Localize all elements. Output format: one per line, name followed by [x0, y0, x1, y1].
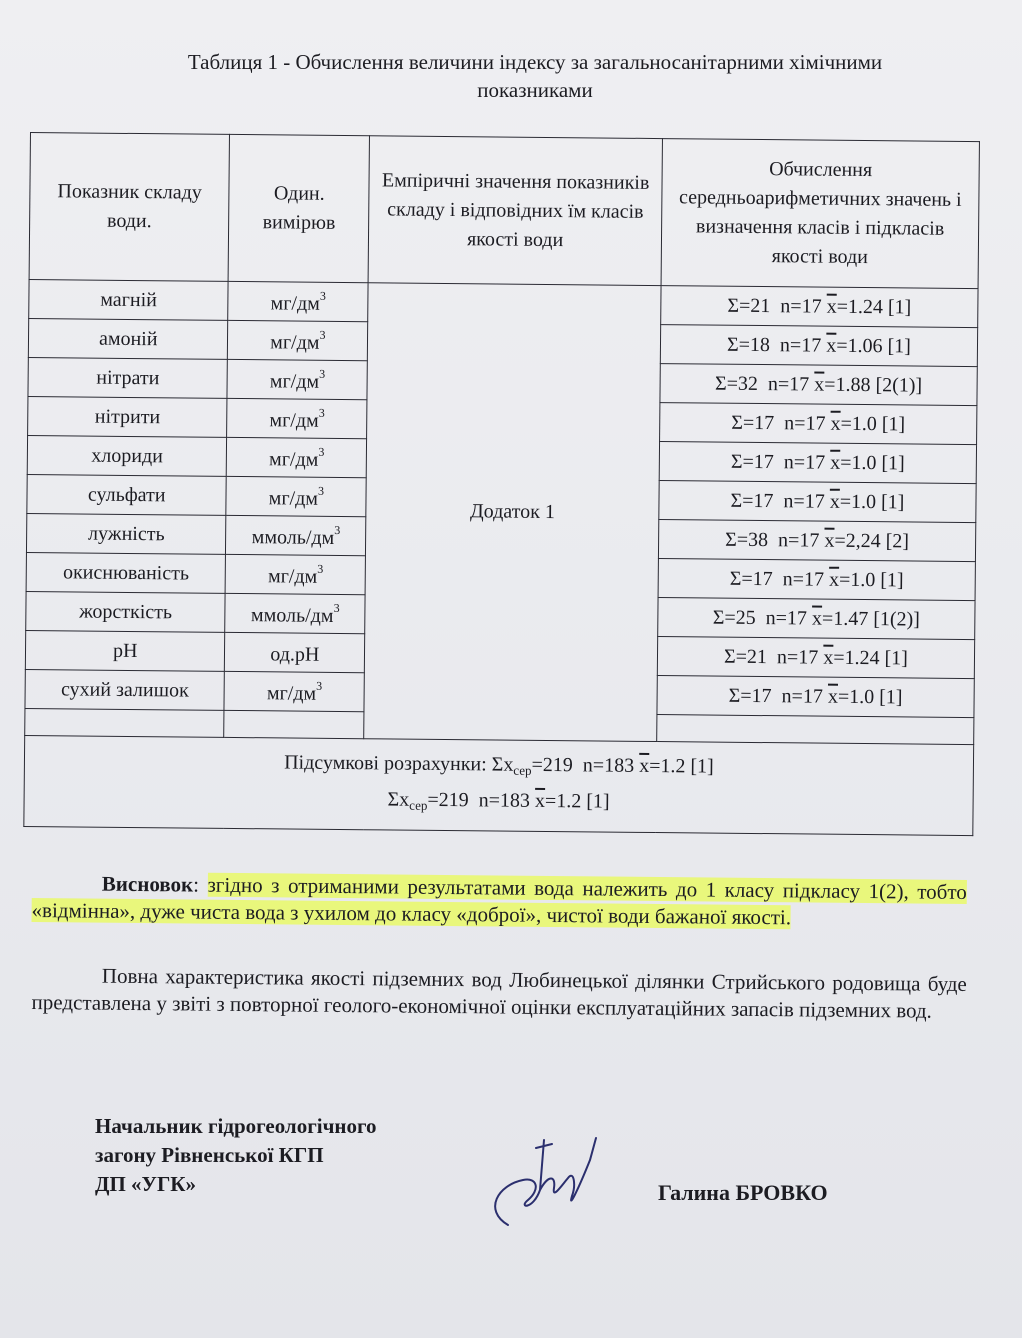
indicator-name: нітрити — [28, 396, 228, 437]
indicator-name: нітрати — [28, 357, 228, 398]
indicator-name: pH — [25, 630, 225, 671]
signatory-name: Галина БРОВКО — [658, 1180, 828, 1205]
signatory-position: Начальник гідрогеологічного загону Рівненської КГП ДП «УГК» — [95, 1114, 377, 1196]
indicator-name: сульфати — [27, 474, 227, 515]
indicator-unit: $мг/дм^3$ — [227, 359, 367, 399]
indicator-unit: $мг/дм^3$ — [227, 398, 367, 438]
highlighted-conclusion: згідно з отриманими результатами вода належить до 1 класу підкласу 1(2), тобто «відмінна», дуже чиста вода з ухилом до класу «доброї», чистої води бажаної якості. — [31, 872, 967, 930]
indicator-unit: $мг/дм^3$ — [226, 476, 366, 516]
calculation-cell: Σ=38 n=17 $\overline{x}=2,24$ [2] — [658, 520, 975, 562]
indicator-name: лужність — [26, 513, 226, 554]
calculation-cell: Σ=17 n=17 $\overline{x}=1.0$ [1] — [659, 481, 976, 523]
indicator-unit: $мг/дм^3$ — [228, 281, 368, 321]
indicator-name: магній — [29, 279, 229, 320]
calculation-cell: Σ=25 n=17 $\overline{x}=1.47$ [1(2)] — [658, 598, 975, 640]
calculation-cell: Σ=17 n=17 $\overline{x}=1.0$ [1] — [659, 442, 976, 484]
header-unit: Один. вимірюв — [229, 134, 370, 282]
indicator-unit: ммоль/$дм^3$ — [226, 515, 366, 555]
calculation-cell: Σ=32 n=17 $\overline{x}=1.88$ [2(1)] — [660, 364, 977, 406]
indicator-name: сухий залишок — [25, 669, 225, 710]
header-calculation: Обчислення середньоарифметичних значень і визначення класів і підкласів якості води — [661, 139, 979, 289]
appendix-reference: Додаток 1 — [364, 283, 661, 742]
indicator-unit: од.pH — [225, 632, 365, 672]
indicator-unit: $мг/дм^3$ — [226, 554, 366, 594]
indicator-unit: ммоль/$дм^3$ — [225, 593, 365, 633]
indicator-name: хлориди — [27, 435, 227, 476]
indicator-name: амоній — [28, 318, 228, 359]
indicator-unit: $мг/дм^3$ — [228, 320, 368, 360]
handwritten-signature — [478, 1130, 608, 1240]
totals-cell: Підсумкові розрахунки: $\Sigma x_{сер}=219$ n=183 $\overline{x}=1.2$ [1] $\Sigma x_{сер}=219$ n=183 $\overline{x}=1.2$ [1] — [24, 735, 974, 835]
indicator-name: жорсткість — [26, 591, 226, 632]
header-empirical: Емпіричні значення показників складу і відповідних їм класів якості води — [368, 136, 662, 286]
characterization-paragraph: Повна характеристика якості підземних вод Любинецької ділянки Стрийського родовища буде представлена у звіті з повторної геолого-економічної оцінки експлуатаційних запасів підземних вод. — [31, 963, 967, 1023]
indicator-unit: $мг/дм^3$ — [224, 671, 364, 711]
indicator-unit: $мг/дм^3$ — [227, 437, 367, 477]
table-title: Таблиця 1 - Обчислення величини індексу за загальносанітарними хімічними показниками — [187, 50, 883, 102]
calculation-cell: Σ=17 n=17 $\overline{x}=1.0$ [1] — [657, 676, 974, 718]
calculation-cell: Σ=18 n=17 $\overline{x}=1.06$ [1] — [660, 325, 977, 367]
indicator-name: окиснюваність — [26, 552, 226, 593]
calculation-cell: Σ=17 n=17 $\overline{x}=1.0$ [1] — [660, 403, 977, 445]
calculation-cell: Σ=21 n=17 $\overline{x}=1.24$ [1] — [657, 637, 974, 679]
totals-row — [24, 735, 974, 835]
conclusion-label: Висновок — [101, 871, 194, 897]
calculation-cell: Σ=21 n=17 $\overline{x}=1.24$ [1] — [661, 286, 978, 328]
table-body — [25, 279, 978, 744]
conclusion-paragraph: Висновок: згідно з отриманими результатами вода належить до 1 класу підкласу 1(2), тобто «відмінна», дуже чиста вода з ухилом до класу «доброї», чистої води бажаної якості. — [31, 871, 967, 930]
quality-index-table — [23, 132, 980, 836]
calculation-cell: Σ=17 n=17 $\overline{x}=1.0$ [1] — [658, 559, 975, 601]
header-indicator: Показник складу води. — [29, 133, 230, 282]
table-header-row — [29, 133, 979, 289]
